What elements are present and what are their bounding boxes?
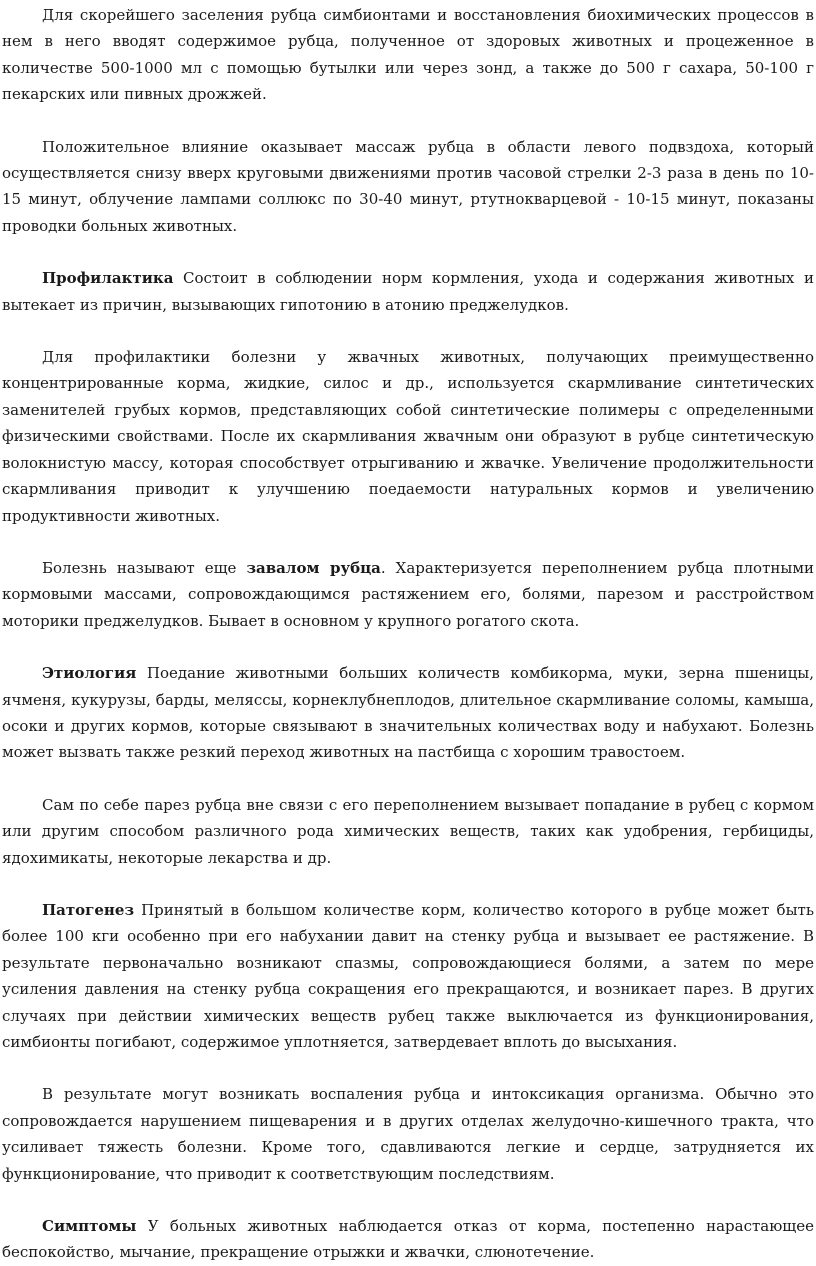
paragraph-symptoms — [2, 1213, 814, 1266]
section-heading-pathogenesis: Патогенез — [42, 900, 135, 919]
paragraph-text: Сам по себе парез рубца вне связи с его переполнением вызывает попадание в рубец с кормом или другим способом различного рода химических веществ, таких как удобрения, гербициды, ядохимикаты, некоторые лекарства и др. — [2, 795, 814, 867]
paragraph-etiology — [2, 660, 814, 766]
paragraph-text: Положительное влияние оказывает массаж рубца в области левого подвздоха, который осуществляется снизу вверх круговыми движениями против часовой стрелки 2-3 раза в день по 10-15 минут, облучение лампами соллюкс по 30-40 минут, ртутнокварцевой - 10-15 минут, показаны проводки больных животных. — [2, 137, 814, 235]
paragraph-pathogenesis — [2, 897, 814, 1055]
section-heading-symptoms: Симптомы — [42, 1217, 137, 1236]
paragraph-text: . Характеризуется переполнением рубца плотными кормовыми массами, сопровождающимся растяжением его, болями, парезом и расстройством моторики преджелудков. Бывает в основном у крупного рогатого скота. — [2, 558, 814, 630]
paragraph-text: Болезнь называют еще — [42, 558, 247, 577]
section-heading-prevention: Профилактика — [42, 269, 174, 288]
section-heading-etiology: Этиология — [42, 664, 137, 683]
paragraph-disease-definition — [2, 555, 814, 634]
paragraph-rumen-colonization — [2, 2, 814, 108]
paragraph-text: Для профилактики болезни у жвачных животных, получающих преимущественно концентрированные корма, жидкие, силос и др., используется скармливание синтетических заменителей грубых кормов, представляющих собой синтетические полимеры с определенными физическими свойствами. После их скармливания жвачным они образуют в рубце синтетическую волокнистую массу, которая способствует отрыгиванию и жвачке. Увеличение продолжительности скармливания приводит к улучшению поедаемости натуральных кормов и увеличению продуктивности животных. — [2, 348, 814, 525]
paragraph-text: Принятый в большом количестве корм, количество которого в рубце может быть более 100 кги особенно при его набухании давит на стенку рубца и вызывает ее растяжение. В результате первоначально возникают спазмы, сопровождающиеся болями, а затем по мере усиления давления на стенку рубца сокращения его прекращаются, и возникает парез. В других случаях при действии химических веществ рубец также выключается из функционирования, симбионты погибают, содержимое уплотняется, затвердевает вплоть до высыхания. — [2, 900, 814, 1051]
paragraph-chemical-paresis — [2, 792, 814, 871]
term-rumen-impaction: завалом рубца — [246, 558, 381, 577]
paragraph-consequences — [2, 1081, 814, 1187]
paragraph-text: Состоит в соблюдении норм кормления, ухода и содержания животных и вытекает из причин, вызывающих гипотонию в атонию преджелудков. — [2, 269, 814, 314]
paragraph-text: В результате могут возникать воспаления рубца и интоксикация организма. Обычно это сопровождается нарушением пищеварения и в других отделах желудочно-кишечного тракта, что усиливает тяжесть болезни. Кроме того, сдавливаются легкие и сердце, затрудняется их функционирование, что приводит к соответствующим последствиям. — [2, 1085, 814, 1183]
paragraph-text: Поедание животными больших количеств комбикорма, муки, зерна пшеницы, ячменя, кукурузы, барды, мелясcы, корнеклубнеплодов, длительное скармливание соломы, камыша, осоки и других кормов, которые связывают в значительных количествах воду и набухают. Болезнь может вызвать также резкий переход животных на пастбища с хорошим травостоем. — [2, 664, 814, 762]
paragraph-text: У больных животных наблюдается отказ от корма, постепенно нарастающее беспокойство, мычание, прекращение отрыжки и жвачки, слюнотечение. — [2, 1217, 814, 1262]
paragraph-prevention — [2, 265, 814, 318]
paragraph-text: Для скорейшего заселения рубца симбионтами и восстановления биохимических процессов в нем в него вводят содержимое рубца, полученное от здоровых животных и процеженное в количестве 500-1000 мл с помощью бутылки или через зонд, а также до 500 г сахара, 50-100 г пекарских или пивных дрожжей. — [2, 6, 814, 104]
paragraph-rumen-massage — [2, 134, 814, 240]
paragraph-synthetic-substitutes — [2, 344, 814, 529]
